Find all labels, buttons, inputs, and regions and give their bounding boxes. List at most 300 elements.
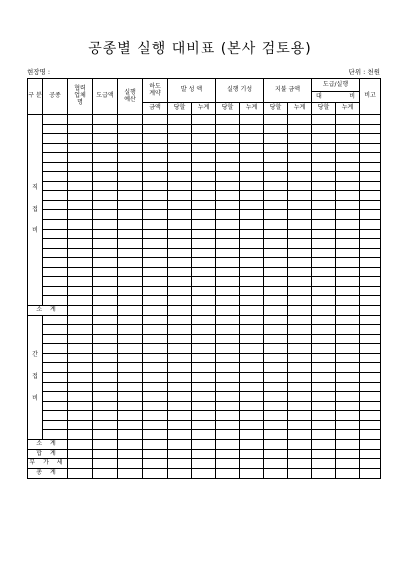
table-cell <box>336 325 360 335</box>
table-cell <box>240 296 264 306</box>
table-cell <box>68 191 93 201</box>
table-row <box>28 115 381 125</box>
direct-cost-section-char: 접 <box>32 205 38 213</box>
table-cell <box>43 420 68 430</box>
table-cell <box>360 172 381 182</box>
table-cell <box>143 325 168 335</box>
table-cell <box>118 191 143 201</box>
table-cell <box>216 200 240 210</box>
table-row <box>28 200 381 210</box>
unit-label: 단위 : 천원 <box>348 68 380 76</box>
table-cell <box>93 200 118 210</box>
table-cell <box>192 229 216 239</box>
table-cell <box>288 459 312 469</box>
table-cell <box>288 134 312 144</box>
table-cell <box>43 401 68 411</box>
table-cell <box>93 334 118 344</box>
table-cell <box>240 411 264 421</box>
table-cell <box>93 134 118 144</box>
table-cell <box>360 220 381 230</box>
table-cell <box>336 229 360 239</box>
table-cell <box>68 382 93 392</box>
table-cell <box>143 172 168 182</box>
table-cell <box>118 286 143 296</box>
table-cell <box>360 439 381 449</box>
table-cell <box>312 305 336 315</box>
table-cell <box>360 325 381 335</box>
table-cell <box>240 392 264 402</box>
table-cell <box>240 430 264 440</box>
table-cell <box>43 325 68 335</box>
table-cell <box>93 181 118 191</box>
table-cell <box>68 220 93 230</box>
table-cell <box>143 200 168 210</box>
table-cell <box>240 267 264 277</box>
table-cell <box>264 411 288 421</box>
table-cell <box>43 143 68 153</box>
table-cell <box>336 181 360 191</box>
table-cell <box>93 411 118 421</box>
table-cell <box>143 449 168 459</box>
table-cell <box>288 277 312 287</box>
table-cell <box>192 373 216 383</box>
table-row <box>28 439 381 449</box>
table-cell <box>43 115 68 125</box>
header-cumulative: 누계 <box>336 103 360 115</box>
table-cell <box>118 277 143 287</box>
table-cell <box>240 469 264 479</box>
table-cell <box>168 315 192 325</box>
table-cell <box>168 115 192 125</box>
table-cell <box>43 124 68 134</box>
table-cell <box>43 210 68 220</box>
table-cell <box>68 286 93 296</box>
table-cell <box>192 334 216 344</box>
table-cell <box>336 153 360 163</box>
table-cell <box>264 191 288 201</box>
table-cell <box>360 392 381 402</box>
table-cell <box>288 124 312 134</box>
table-cell <box>43 267 68 277</box>
table-cell <box>360 258 381 268</box>
subtotal-label: 소 계 <box>28 439 68 449</box>
table-cell <box>143 353 168 363</box>
table-cell <box>336 459 360 469</box>
table-cell <box>118 296 143 306</box>
table-cell <box>336 277 360 287</box>
table-cell <box>68 401 93 411</box>
table-row <box>28 191 381 201</box>
table-cell <box>192 267 216 277</box>
table-cell <box>288 172 312 182</box>
table-cell <box>264 373 288 383</box>
table-cell <box>68 315 93 325</box>
table-cell <box>143 459 168 469</box>
table-cell <box>240 449 264 459</box>
table-cell <box>216 411 240 421</box>
table-cell <box>312 172 336 182</box>
table-cell <box>336 392 360 402</box>
table-cell <box>216 305 240 315</box>
table-cell <box>43 248 68 258</box>
table-cell <box>360 373 381 383</box>
table-cell <box>143 411 168 421</box>
table-cell <box>312 411 336 421</box>
table-cell <box>288 239 312 249</box>
table-cell <box>336 344 360 354</box>
table-cell <box>264 459 288 469</box>
table-cell <box>168 143 192 153</box>
table-cell <box>360 229 381 239</box>
table-row <box>28 315 381 325</box>
table-cell <box>118 315 143 325</box>
table-cell <box>68 134 93 144</box>
table-cell <box>68 469 93 479</box>
table-cell <box>93 344 118 354</box>
table-cell <box>93 439 118 449</box>
table-cell <box>68 411 93 421</box>
header-daebi-left: 대 <box>316 92 322 100</box>
table-cell <box>360 286 381 296</box>
table-cell <box>143 469 168 479</box>
table-cell <box>143 239 168 249</box>
table-cell <box>93 153 118 163</box>
table-cell <box>93 172 118 182</box>
table-cell <box>288 181 312 191</box>
table-cell <box>312 363 336 373</box>
table-cell <box>192 420 216 430</box>
table-cell <box>68 258 93 268</box>
table-cell <box>168 258 192 268</box>
table-cell <box>264 200 288 210</box>
table-cell <box>264 277 288 287</box>
table-cell <box>264 258 288 268</box>
table-cell <box>216 296 240 306</box>
table-cell <box>143 392 168 402</box>
table-cell <box>336 172 360 182</box>
table-cell <box>336 162 360 172</box>
table-cell <box>68 162 93 172</box>
table-cell <box>240 153 264 163</box>
table-cell <box>216 449 240 459</box>
table-cell <box>216 210 240 220</box>
table-cell <box>240 373 264 383</box>
table-cell <box>93 220 118 230</box>
table-cell <box>168 401 192 411</box>
table-cell <box>168 210 192 220</box>
table-row <box>28 325 381 335</box>
table-cell <box>118 172 143 182</box>
table-cell <box>360 181 381 191</box>
table-cell <box>43 430 68 440</box>
table-cell <box>312 459 336 469</box>
table-cell <box>143 401 168 411</box>
table-cell <box>68 124 93 134</box>
table-cell <box>118 392 143 402</box>
table-cell <box>264 305 288 315</box>
table-cell <box>240 162 264 172</box>
table-cell <box>93 143 118 153</box>
header-gongjong: 공종 <box>43 79 68 115</box>
table-cell <box>143 363 168 373</box>
table-cell <box>192 439 216 449</box>
table-cell <box>68 430 93 440</box>
table-cell <box>192 220 216 230</box>
table-cell <box>43 239 68 249</box>
table-cell <box>118 363 143 373</box>
table-cell <box>312 115 336 125</box>
table-cell <box>43 258 68 268</box>
table-cell <box>43 353 68 363</box>
table-cell <box>93 401 118 411</box>
table-cell <box>336 200 360 210</box>
table-cell <box>168 382 192 392</box>
table-cell <box>118 229 143 239</box>
table-cell <box>68 420 93 430</box>
table-cell <box>312 353 336 363</box>
table-cell <box>143 229 168 239</box>
header-exec-budget-1: 실행 <box>124 88 136 96</box>
table-cell <box>216 239 240 249</box>
table-row <box>28 286 381 296</box>
table-cell <box>264 239 288 249</box>
table-cell <box>312 267 336 277</box>
indirect-cost-section-char: 접 <box>32 372 38 380</box>
table-cell <box>360 344 381 354</box>
table-row <box>28 172 381 182</box>
table-cell <box>192 401 216 411</box>
table-cell <box>168 191 192 201</box>
table-cell <box>360 239 381 249</box>
table-cell <box>68 143 93 153</box>
table-cell <box>336 449 360 459</box>
header-current: 당할 <box>216 103 240 115</box>
table-row <box>28 220 381 230</box>
table-cell <box>288 449 312 459</box>
table-cell <box>336 296 360 306</box>
table-cell <box>240 382 264 392</box>
table-cell <box>264 267 288 277</box>
table-cell <box>93 449 118 459</box>
table-row <box>28 258 381 268</box>
table-cell <box>192 363 216 373</box>
indirect-cost-section-char: 간 <box>32 350 38 358</box>
table-cell <box>360 363 381 373</box>
table-cell <box>118 373 143 383</box>
table-cell <box>192 382 216 392</box>
table-cell <box>360 115 381 125</box>
table-cell <box>216 162 240 172</box>
table-cell <box>288 191 312 201</box>
table-cell <box>93 229 118 239</box>
table-cell <box>312 401 336 411</box>
table-cell <box>68 172 93 182</box>
table-cell <box>216 392 240 402</box>
table-cell <box>288 248 312 258</box>
table-cell <box>240 325 264 335</box>
table-cell <box>118 401 143 411</box>
table-cell <box>118 449 143 459</box>
table-cell <box>264 134 288 144</box>
table-cell <box>288 143 312 153</box>
table-cell <box>312 239 336 249</box>
table-cell <box>192 239 216 249</box>
table-cell <box>312 296 336 306</box>
table-cell <box>264 469 288 479</box>
table-cell <box>336 248 360 258</box>
table-cell <box>93 162 118 172</box>
table-cell <box>360 315 381 325</box>
total-label: 합 계 <box>28 449 68 459</box>
table-cell <box>43 153 68 163</box>
table-cell <box>93 210 118 220</box>
table-cell <box>118 344 143 354</box>
table-cell <box>43 220 68 230</box>
header-cumulative: 누계 <box>288 103 312 115</box>
table-cell <box>118 200 143 210</box>
table-cell <box>360 382 381 392</box>
table-cell <box>93 392 118 402</box>
table-row <box>28 124 381 134</box>
header-exec-budget <box>118 79 143 115</box>
table-cell <box>216 334 240 344</box>
table-cell <box>192 115 216 125</box>
table-cell <box>93 277 118 287</box>
table-cell <box>43 382 68 392</box>
table-cell <box>336 315 360 325</box>
table-cell <box>240 401 264 411</box>
table-cell <box>216 430 240 440</box>
table-cell <box>264 353 288 363</box>
table-cell <box>288 420 312 430</box>
table-cell <box>168 200 192 210</box>
table-cell <box>240 115 264 125</box>
table-cell <box>288 210 312 220</box>
table-cell <box>168 134 192 144</box>
table-cell <box>118 305 143 315</box>
table-cell <box>312 229 336 239</box>
table-cell <box>43 134 68 144</box>
table-cell <box>288 220 312 230</box>
table-cell <box>336 469 360 479</box>
table-cell <box>168 162 192 172</box>
table-cell <box>168 229 192 239</box>
table-cell <box>336 134 360 144</box>
table-cell <box>264 248 288 258</box>
table-cell <box>68 439 93 449</box>
header-cumulative: 누계 <box>240 103 264 115</box>
table-cell <box>288 401 312 411</box>
table-cell <box>360 124 381 134</box>
table-cell <box>192 210 216 220</box>
table-cell <box>93 363 118 373</box>
table-cell <box>118 411 143 421</box>
table-cell <box>68 115 93 125</box>
table-cell <box>360 449 381 459</box>
table-cell <box>216 363 240 373</box>
table-cell <box>192 459 216 469</box>
table-cell <box>118 353 143 363</box>
table-cell <box>216 248 240 258</box>
table-cell <box>143 124 168 134</box>
table-cell <box>43 334 68 344</box>
header-subcontract-1: 하도 <box>149 82 161 90</box>
table-cell <box>68 239 93 249</box>
table-row <box>28 469 381 479</box>
table-cell <box>240 124 264 134</box>
table-cell <box>143 286 168 296</box>
table-cell <box>168 239 192 249</box>
table-cell <box>118 420 143 430</box>
table-cell <box>240 353 264 363</box>
direct-cost-section-label <box>28 115 43 306</box>
table-cell <box>168 286 192 296</box>
table-cell <box>168 420 192 430</box>
table-cell <box>68 305 93 315</box>
table-cell <box>118 239 143 249</box>
table-cell <box>288 315 312 325</box>
table-cell <box>288 363 312 373</box>
table-cell <box>192 305 216 315</box>
table-cell <box>93 267 118 277</box>
table-cell <box>118 181 143 191</box>
header-daebi-right: 비 <box>349 92 356 100</box>
direct-cost-section-char: 비 <box>32 227 38 235</box>
table-cell <box>143 115 168 125</box>
table-cell <box>118 469 143 479</box>
header-exec-progress: 실행 기성 <box>216 79 264 103</box>
table-cell <box>360 277 381 287</box>
table-cell <box>143 181 168 191</box>
table-cell <box>336 258 360 268</box>
header-daebi <box>312 92 360 103</box>
header-remarks: 비고 <box>360 79 381 115</box>
table-cell <box>43 392 68 402</box>
table-cell <box>240 172 264 182</box>
table-cell <box>118 115 143 125</box>
table-cell <box>288 200 312 210</box>
table-cell <box>43 277 68 287</box>
table-cell <box>168 181 192 191</box>
table-cell <box>68 353 93 363</box>
table-cell <box>192 325 216 335</box>
table-cell <box>240 200 264 210</box>
table-cell <box>43 229 68 239</box>
table-cell <box>312 143 336 153</box>
table-cell <box>312 449 336 459</box>
table-cell <box>240 305 264 315</box>
table-cell <box>168 325 192 335</box>
table-cell <box>240 439 264 449</box>
table-cell <box>216 191 240 201</box>
header-subcontract-amount: 금액 <box>143 103 168 115</box>
table-cell <box>312 162 336 172</box>
header-contract-vs-exec: 도급/실행 <box>312 79 360 92</box>
table-cell <box>143 258 168 268</box>
table-cell <box>216 382 240 392</box>
table-cell <box>143 267 168 277</box>
table-cell <box>143 382 168 392</box>
header-gubun-text: 구 분 <box>28 92 42 100</box>
table-cell <box>240 210 264 220</box>
header-subcontractor-3: 명 <box>77 98 83 106</box>
table-cell <box>312 286 336 296</box>
table-cell <box>264 296 288 306</box>
table-cell <box>312 382 336 392</box>
table-cell <box>68 229 93 239</box>
header-subcontractor <box>68 79 93 115</box>
table-cell <box>168 305 192 315</box>
